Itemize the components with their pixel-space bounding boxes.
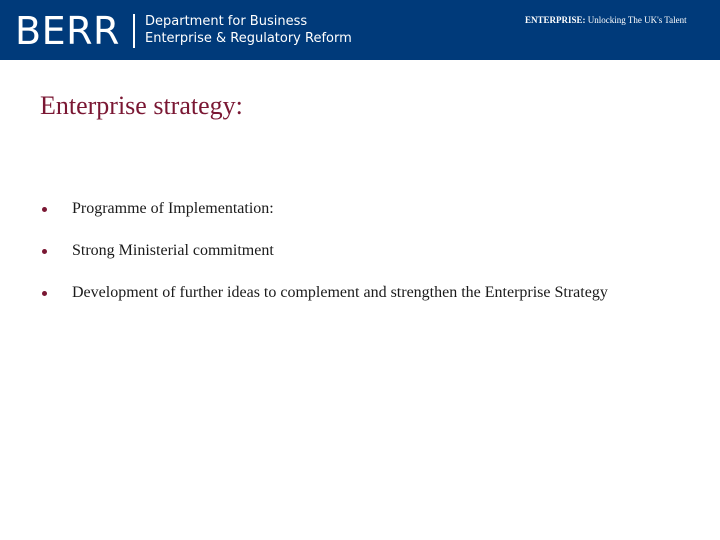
tagline-rest: Unlocking The UK's Talent [585,15,687,25]
header-banner [0,0,720,60]
department-line-1: Department for Business [145,14,308,29]
bullet-text: Development of further ideas to complement and strengthen the Enterprise Strategy [72,284,608,301]
bullet-text: Strong Ministerial commitment [72,242,274,259]
tagline [525,14,687,26]
bullet-list [40,193,700,319]
bullet-icon [42,291,47,296]
bullet-text: Programme of Implementation: [72,200,274,217]
bullet-icon [42,249,47,254]
logo-divider [133,14,135,48]
bullet-icon [42,207,47,212]
bullet-item [40,235,700,277]
department-name [145,13,352,47]
berr-logo: BERR [15,9,120,53]
department-line-2: Enterprise & Regulatory Reform [145,31,352,46]
slide-title: Enterprise strategy: [40,91,243,120]
bullet-item [40,193,700,235]
bullet-item [40,277,700,319]
tagline-strong: ENTERPRISE: [525,15,586,25]
